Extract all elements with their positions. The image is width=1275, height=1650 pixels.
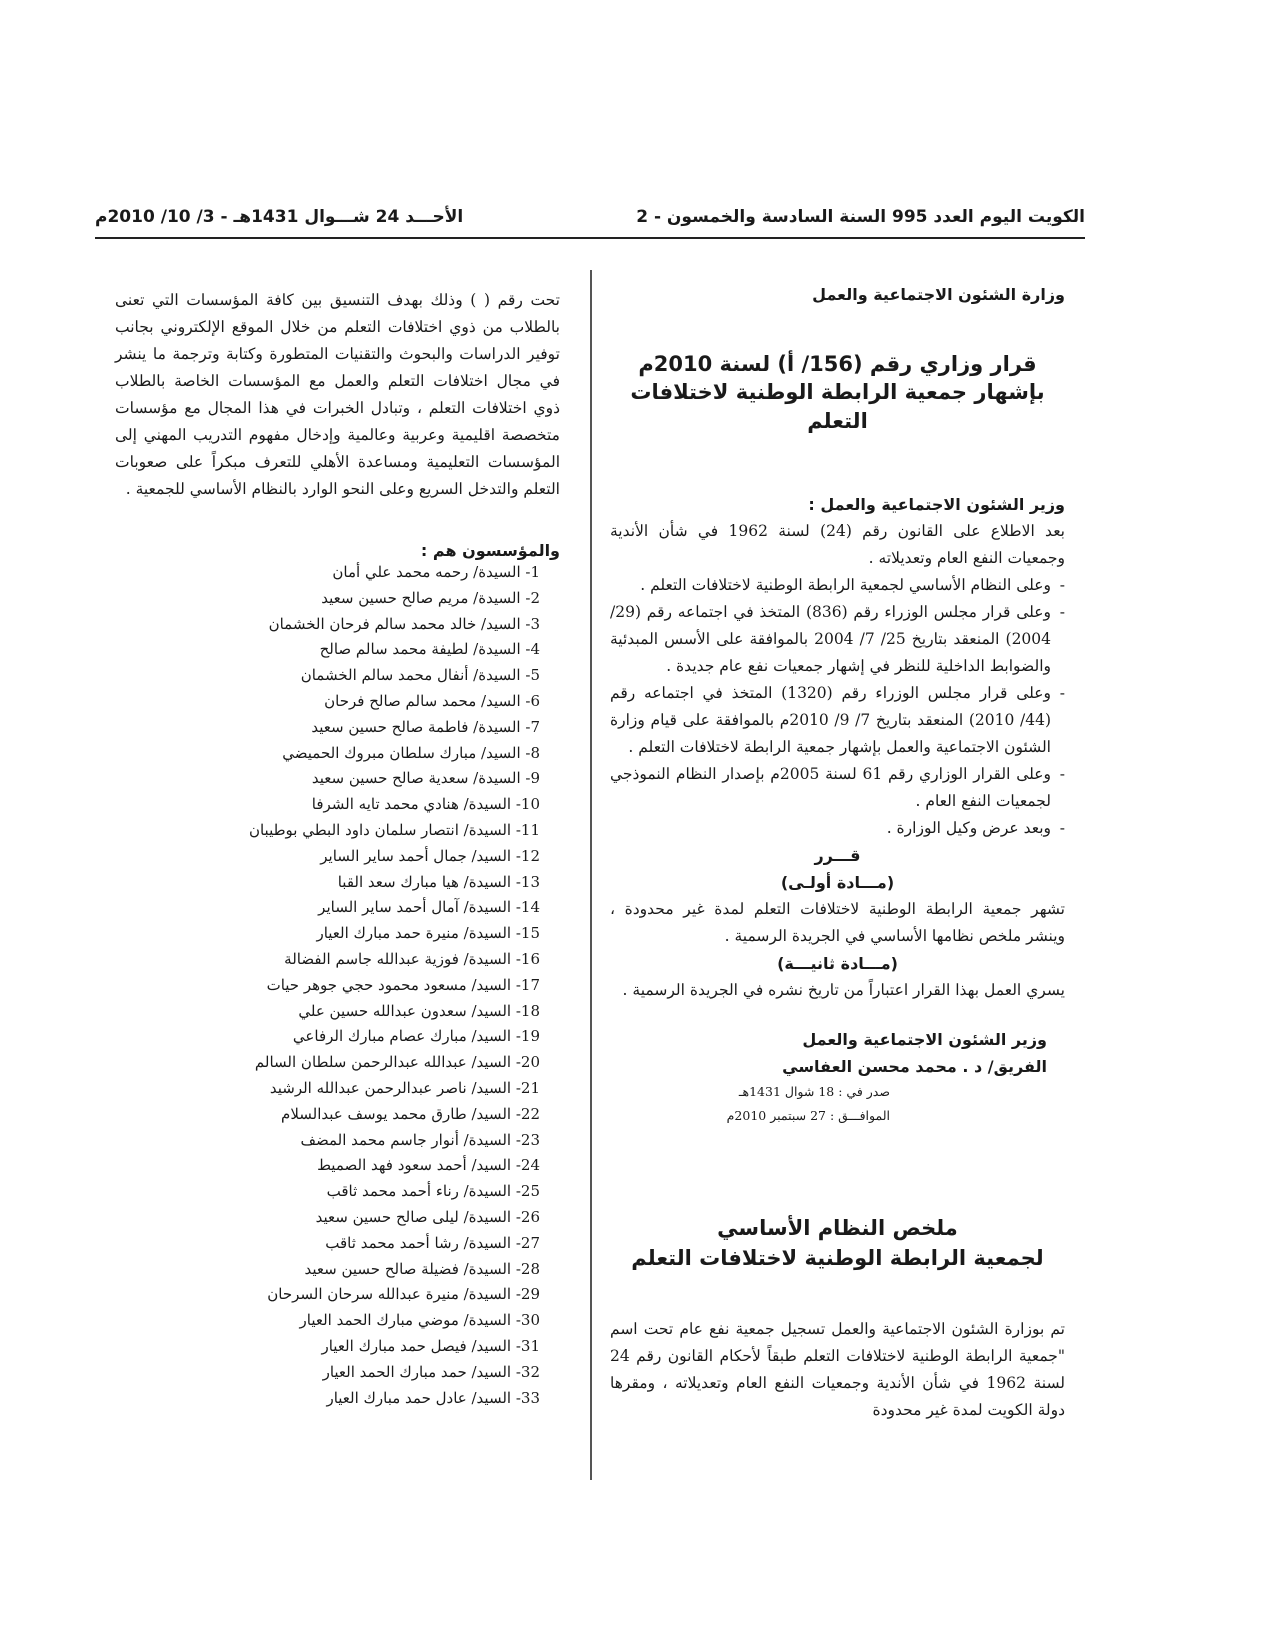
preamble-item: - وعلى القرار الوزاري رقم 61 لسنة 2005م بإصدار النظام النموذجي لجمعيات النفع العام . [610, 765, 1065, 811]
founder-item: 10- السيدة/ هنادي محمد تايه الشرفا [311, 795, 540, 814]
founder-item: 27- السيدة/ رشا أحمد محمد ثاقب [325, 1233, 540, 1252]
signatory-name: الفريق/ د . محمد محسن العفاسي [782, 1057, 1047, 1077]
founder-item: 5- السيدة/ أنفال محمد سالم الخشمان [300, 666, 540, 685]
summary-heading-line-1: ملخص النظام الأساسي [717, 1216, 958, 1241]
founder-item: 6- السيد/ محمد سالم صالح فرحان [324, 691, 540, 710]
founder-item: 33- السيد/ عادل حمد مبارك العيار [326, 1388, 540, 1407]
preamble-item: بعد الاطلاع على القانون رقم (24) لسنة 1962 في شأن الأندية وجمعيات النفع العام وتعديلاته . [610, 522, 1065, 568]
founder-item: 29- السيدة/ منيرة عبدالله سرحان السرحان [267, 1285, 540, 1304]
founder-item: 16- السيدة/ فوزية عبدالله جاسم الفضالة [284, 949, 540, 968]
founder-item: 2- السيدة/ مريم صالح حسين سعيد [321, 588, 540, 607]
founder-item: 23- السيدة/ أنوار جاسم محمد المضف [300, 1130, 540, 1149]
founder-item: 9- السيدة/ سعدية صالح حسين سعيد [311, 769, 540, 788]
founder-item: 12- السيد/ جمال أحمد ساير الساير [320, 846, 540, 865]
founder-item: 15- السيدة/ منيرة حمد مبارك العيار [316, 924, 540, 943]
issue-date-hijri: صدر في : 18 شوال 1431هـ [738, 1084, 890, 1100]
signature-block [610, 1026, 1065, 1128]
preamble-item: - وعلى قرار مجلس الوزراء رقم (836) المتخذ في اجتماعه رقم (29/ 2004) المنعقد بتاريخ 25/ 7/ 2004 بالموافقة على الأسس المبدئية والضوابط الداخلية للنظر في إشهار جمعيات نفع عام جديدة . [610, 603, 1065, 676]
article-2-heading: (مـــادة ثانيـــة) [777, 954, 898, 974]
founder-item: 31- السيد/ فيصل حمد مبارك العيار [321, 1336, 540, 1355]
preamble-item: - وعلى قرار مجلس الوزراء رقم (1320) المتخذ في اجتماعه رقم (44/ 2010) المنعقد بتاريخ 7/ 9/ 2010م بالموافقة على قيام وزارة الشئون الاجتماعية والعمل بإشهار جمعية الرابطة لاختلافات التعلم . [610, 684, 1065, 757]
founders-column [115, 287, 560, 1411]
founder-item: 21- السيد/ ناصر عبدالرحمن عبدالله الرشيد [269, 1078, 540, 1097]
association-objectives: تحت رقم ( ) وذلك بهدف التنسيق بين كافة المؤسسات التي تعنى بالطلاب من ذوي اختلافات التعلم من خلال الموقع الإلكتروني بجانب توفير الدراسات والبحوث والتقنيات المتطورة وكتابة وترجمة ما ينشر في مجال اختلافات التعلم والعمل مع المؤسسات الخاصة بالطلاب ذوي اختلافات التعلم ، وتبادل الخبرات في هذا المجال مع مؤسسات متخصصة اقليمية وعربية وعالمية وإدخال مفهوم التدريب المهني إلى المؤسسات التعليمية ومساعدة الأهلي للتعرف مبكراً على صعوبات التعلم والتدخل السريع وعلى النحو الوارد بالنظام الأساسي للجمعية . [115, 291, 560, 498]
founder-item: 7- السيدة/ فاطمة صالح حسين سعيد [311, 717, 540, 736]
founders-heading: والمؤسسون هم : [420, 541, 560, 560]
founder-item: 25- السيدة/ رناء أحمد محمد ثاقب [326, 1182, 540, 1201]
summary-heading-line-2: لجمعية الرابطة الوطنية لاختلافات التعلم [631, 1246, 1044, 1271]
page-header [95, 205, 1085, 239]
founder-item: 4- السيدة/ لطيفة محمد سالم صالح [319, 640, 540, 659]
summary-text: تم بوزارة الشئون الاجتماعية والعمل تسجيل جمعية نفع عام تحت اسم "جمعية الرابطة الوطنية لاختلافات التعلم طبقاً لأحكام القانون رقم 24 لسنة 1962 في شأن الأندية وجمعيات النفع العام وتعديلاته ، ومقرها دولة الكويت لمدة غير محدودة [610, 1319, 1065, 1419]
founder-item: 22- السيد/ طارق محمد يوسف عبدالسلام [281, 1104, 540, 1123]
founder-item: 1- السيدة/ رحمه محمد علي أمان [332, 563, 540, 581]
founder-item: 17- السيد/ مسعود محمود حجي جوهر حيات [266, 975, 540, 994]
summary-heading [610, 1213, 1065, 1274]
founder-item: 19- السيد/ مبارك عصام مبارك الرفاعي [292, 1027, 540, 1046]
article-1-text: تشهر جمعية الرابطة الوطنية لاختلافات التعلم لمدة غير محدودة ، وينشر ملخص نظامها الأساسي في الجريدة الرسمية . [610, 900, 1065, 946]
ministry-name: وزارة الشئون الاجتماعية والعمل [812, 285, 1065, 304]
founder-item: 14- السيدة/ آمال أحمد ساير الساير [318, 898, 540, 917]
column-divider [590, 270, 592, 1480]
minister-intro: وزير الشئون الاجتماعية والعمل : [808, 495, 1065, 515]
decree-title-line-2: بإشهار جمعية الرابطة الوطنية لاختلافات التعلم [630, 380, 1045, 433]
decree-preamble [610, 491, 1065, 842]
preamble-item: - وبعد عرض وكيل الوزارة . [886, 819, 1065, 838]
founder-item: 30- السيدة/ موضي مبارك الحمد العيار [299, 1311, 540, 1330]
article-1-heading: (مـــادة أولـى) [780, 873, 895, 893]
founder-item: 26- السيدة/ ليلى صالح حسين سعيد [315, 1207, 540, 1226]
issue-date: الأحـــد 24 شـــوال 1431هـ - 3/ 10/ 2010م [95, 207, 464, 227]
signatory-title: وزير الشئون الاجتماعية والعمل [802, 1030, 1047, 1050]
decides-heading: قـــرر [814, 846, 861, 866]
founder-item: 18- السيد/ سعدون عبدالله حسين علي [298, 1001, 540, 1020]
founder-item: 28- السيدة/ فضيلة صالح حسين سعيد [304, 1259, 540, 1278]
issue-info: الكويت اليوم العدد 995 السنة السادسة والخمسون - 2 [636, 207, 1085, 227]
founder-item: 13- السيدة/ هيا مبارك سعد القبا [337, 872, 540, 891]
founder-item: 11- السيدة/ انتصار سلمان داود البطي بوطيبان [248, 820, 540, 839]
preamble-item: - وعلى النظام الأساسي لجمعية الرابطة الوطنية لاختلافات التعلم . [640, 576, 1065, 595]
article-2-text: يسري العمل بهذا القرار اعتباراً من تاريخ نشره في الجريدة الرسمية . [622, 981, 1065, 1000]
issue-date-gregorian: الموافـــق : 27 سبتمبر 2010م [726, 1108, 890, 1124]
founder-item: 20- السيد/ عبدالله عبدالرحمن سلطان السالم [254, 1053, 540, 1072]
founder-item: 3- السيد/ خالد محمد سالم فرحان الخشمان [268, 614, 540, 633]
founder-item: 8- السيد/ مبارك سلطان مبروك الحميضي [282, 743, 540, 762]
founder-item: 24- السيد/ أحمد سعود فهد الصميط [317, 1156, 540, 1175]
decree-column [610, 285, 1065, 1424]
founder-item: 32- السيد/ حمد مبارك الحمد العيار [322, 1362, 540, 1381]
decree-title-line-1: قرار وزاري رقم (156/ أ) لسنة 2010م [638, 352, 1037, 376]
founders-list [115, 560, 560, 1411]
